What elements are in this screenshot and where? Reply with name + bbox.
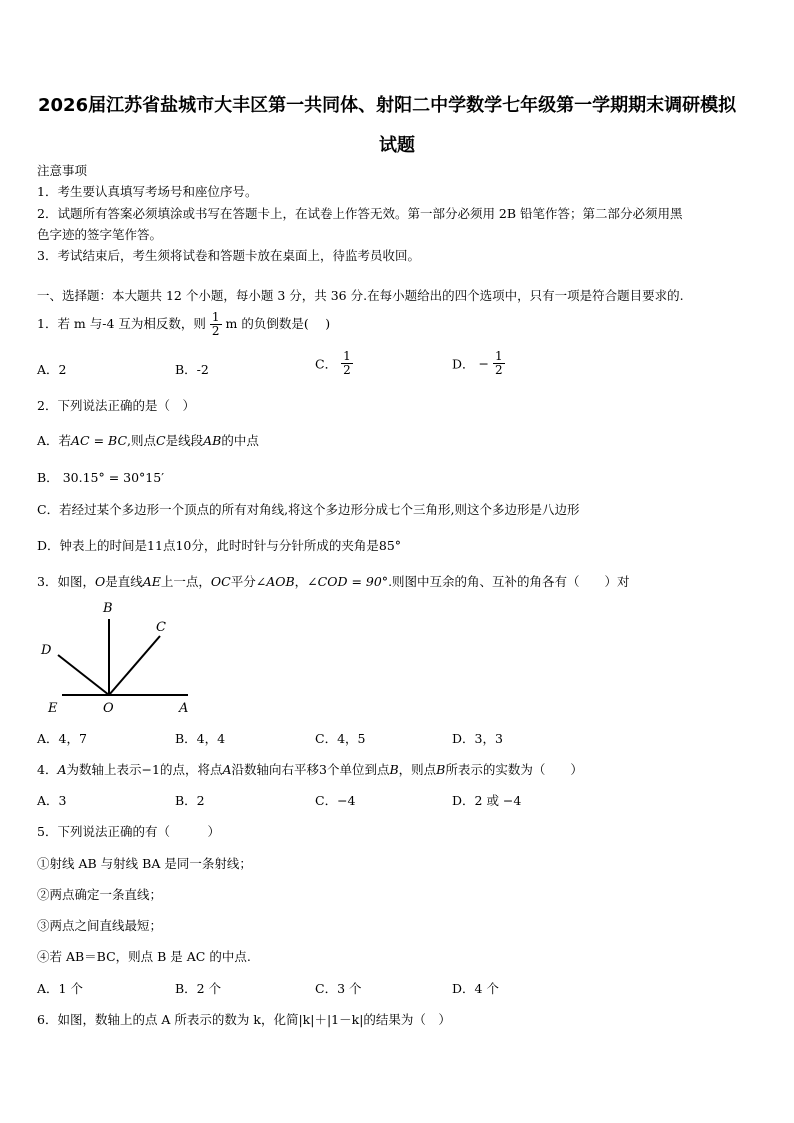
q2-b-label: B． (37, 470, 59, 485)
q1-option-a: A．2 (37, 362, 67, 377)
q2-a-mid: ,则点 (127, 433, 157, 448)
label-a: A (179, 701, 189, 716)
q1-option-b: B．-2 (175, 362, 209, 377)
q5-option-a: A．1 个 (37, 981, 83, 996)
q2-a-point: C (156, 433, 166, 448)
q3-option-d: D．3，3 (452, 731, 503, 746)
q2-d-angle: 85° (378, 538, 402, 553)
q4-stem-d: 个单位到点 (326, 762, 390, 777)
page-title-continued: 试题 (379, 135, 415, 156)
q1-d-num: 1 (494, 349, 503, 363)
notice-heading: 注意事项 (37, 163, 88, 178)
q3-stem-a: 是直线 (105, 574, 143, 589)
label-c: C (156, 620, 166, 635)
q3-stem-e: .则图中互余的角、互补的角各有（ ）对 (388, 574, 630, 589)
q1-option-c-fraction (341, 350, 353, 377)
q2-a-segment: AB (203, 433, 222, 448)
q2-d-pre: D．钟表上的时间是 (37, 538, 148, 553)
question-6-stem: 6．如图，数轴上的点 A 所表示的数为 k，化简|k|＋|1－k|的结果为（ ） (37, 1012, 451, 1027)
q4-point-b-2: B (436, 762, 446, 777)
q5-option-b: B．2 个 (175, 981, 222, 996)
q4-stem-c: 沿数轴向右平移 (231, 762, 319, 777)
q5-option-c: C．3 个 (315, 981, 362, 996)
q2-d-mid: 点 (162, 538, 176, 553)
q2-a-pre: A．若 (37, 433, 72, 448)
q3-line-ae: AE (142, 574, 161, 589)
q2-a-math: AC = BC (71, 433, 128, 448)
q1-stem-post: m 的负倒数是( ) (225, 316, 331, 331)
notice-item-1: 1．考生要认真填写考场号和座位序号。 (37, 184, 258, 199)
q2-option-b (37, 468, 164, 486)
q3-option-c: C．4，5 (315, 731, 366, 746)
notice-item-3: 3．考试结束后，考生须将试卷和答题卡放在桌面上，待监考员收回。 (37, 248, 420, 263)
q4-stem-a: 为数轴上表示 (66, 762, 142, 777)
q1-frac-num: 1 (211, 310, 220, 324)
section-heading: 一、选择题：本大题共 12 个小题，每小题 3 分，共 36 分.在每小题给出的四个选项中，只有一项是符合题目要求的. (37, 288, 684, 303)
q4-point-a: A (57, 762, 67, 777)
q3-angle-diagram (36, 598, 196, 718)
q3-stem-c: 平分 (230, 574, 256, 589)
notice-item-2-cont: 色字迹的签字笔作答。 (37, 227, 163, 242)
q1-option-d-sign: − (478, 356, 489, 371)
q4-value: −1 (141, 762, 160, 777)
q1-option-c-label: C． (315, 356, 338, 372)
q3-angle-aob: ∠AOB (255, 574, 295, 589)
page-title: 2026届江苏省盐城市大丰区第一共同体、射阳二中学数学七年级第一学期期末调研模拟 (38, 95, 737, 116)
q1-option-d (452, 350, 505, 377)
q5-option-d: D．4 个 (452, 981, 499, 996)
q5-statement-4: ④若 AB＝BC，则点 B 是 AC 的中点. (37, 949, 251, 964)
q5-statement-2: ②两点确定一条直线； (37, 887, 163, 902)
q3-option-a: A．4，7 (37, 731, 87, 746)
q4-stem-f: 所表示的实数为（ ） (445, 762, 583, 777)
q4-stem-b: 的点，将点 (159, 762, 223, 777)
q2-option-a (37, 431, 259, 449)
q3-angle-cod: ∠COD = 90° (307, 574, 389, 589)
question-5-stem: 5．下列说法正确的有（ ） (37, 824, 220, 839)
label-e: E (48, 701, 58, 716)
q1-option-c (315, 350, 353, 377)
q3-stem-pre: 3．如图， (37, 574, 95, 589)
q4-option-a: A．3 (37, 793, 67, 808)
ray-oc (109, 636, 160, 695)
q2-d-hour: 11 (147, 538, 163, 553)
q1-c-den: 2 (343, 363, 351, 377)
q2-a-mid2: 是线段 (165, 433, 204, 448)
q2-option-d (37, 536, 401, 554)
q1-d-den: 2 (494, 363, 503, 377)
label-o: O (103, 701, 114, 716)
q1-c-num: 1 (343, 349, 351, 363)
q4-point-a-2: A (222, 762, 232, 777)
q3-point-o: O (94, 574, 106, 589)
question-4-stem (37, 760, 583, 778)
q3-stem-d: ， (294, 574, 308, 589)
question-3-stem (37, 572, 630, 590)
q4-units: 3 (319, 762, 327, 777)
q4-option-d: D．2 或 −4 (452, 793, 522, 808)
q2-b-math: 30.15° = 30°15′ (62, 470, 165, 485)
q2-option-c: C．若经过某个多边形一个顶点的所有对角线,将这个多边形分成七个三角形,则这个多边形是八边形 (37, 502, 580, 517)
q2-a-post: 的中点 (221, 433, 259, 448)
q4-stem-e: ，则点 (398, 762, 437, 777)
q4-option-c: C．−4 (315, 793, 356, 808)
q2-d-minute: 10 (175, 538, 192, 553)
notice-item-2: 2．试题所有答案必须填涂或书写在答题卡上，在试卷上作答无效。第一部分必须用 2B 铅笔作答；第二部分必须用黑 (37, 206, 683, 221)
q4-point-b: B (389, 762, 399, 777)
q3-ray-oc: OC (210, 574, 231, 589)
label-d: D (41, 643, 52, 658)
q1-fraction (210, 311, 222, 338)
q3-stem-b: 上一点， (160, 574, 211, 589)
q5-statement-3: ③两点之间直线最短； (37, 918, 163, 933)
q5-statement-1: ①射线 AB 与射线 BA 是同一条射线； (37, 856, 252, 871)
label-b: B (103, 601, 113, 616)
q2-d-post: 分，此时时针与分针所成的夹角是 (191, 538, 379, 553)
q1-stem-pre: 1．若 m 与-4 互为相反数，则 (37, 316, 206, 331)
q1-option-d-label: D． (452, 356, 475, 372)
q1-option-d-fraction (493, 350, 505, 377)
question-1-stem (37, 311, 330, 338)
q4-option-b: B．2 (175, 793, 205, 808)
question-2-stem: 2．下列说法正确的是（ ） (37, 398, 195, 413)
q1-frac-den: 2 (211, 324, 220, 338)
q3-option-b: B．4，4 (175, 731, 226, 746)
ray-od (58, 655, 109, 695)
q4-stem-pre: 4． (37, 762, 58, 777)
